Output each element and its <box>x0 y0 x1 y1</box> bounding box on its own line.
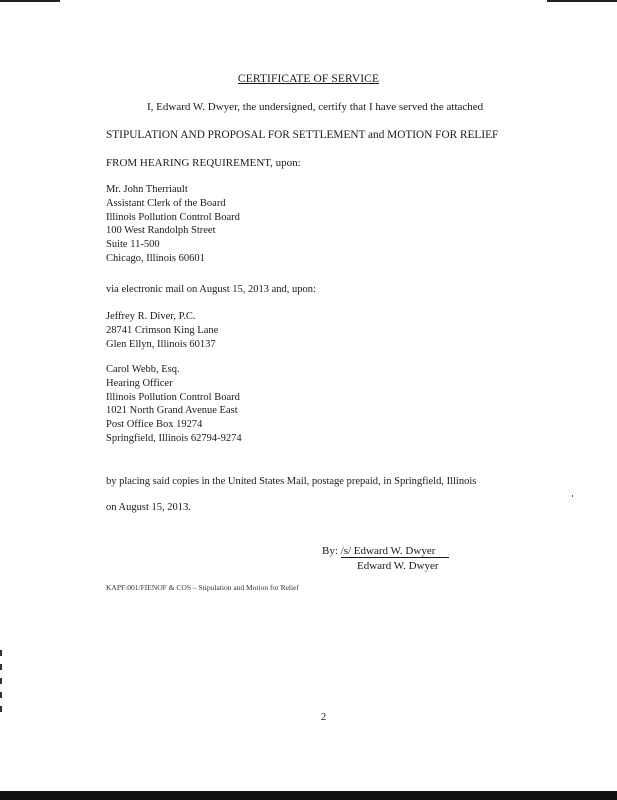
address-line: 100 West Randolph Street <box>106 225 216 237</box>
certification-line: STIPULATION AND PROPOSAL FOR SETTLEMENT and MOTION FOR RELIEF <box>106 129 499 141</box>
address-line: Chicago, Illinois 60601 <box>106 252 205 264</box>
scan-edge-mark <box>0 650 2 720</box>
document-title: CERTIFICATE OF SERVICE <box>237 73 380 85</box>
address-line: 28741 Crimson King Lane <box>106 324 219 336</box>
signature-line <box>322 545 449 558</box>
address-line: Assistant Clerk of the Board <box>106 197 226 209</box>
address-line: 1021 North Grand Avenue East <box>106 405 238 417</box>
address-line: Carol Webb, Esq. <box>106 364 180 375</box>
signature-signed-name <box>341 546 450 558</box>
page-number: 2 <box>320 712 327 723</box>
recipient-address-block <box>106 183 240 266</box>
address-line: Hearing Officer <box>106 377 173 389</box>
service-method-email: via electronic mail on August 15, 2013 and, upon: <box>106 284 316 295</box>
service-date: on August 15, 2013. <box>106 502 191 513</box>
signature-printed-name: Edward W. Dwyer <box>357 560 439 572</box>
address-line: Springfield, Illinois 62794-9274 <box>106 432 242 444</box>
address-line: Post Office Box 19274 <box>106 419 203 431</box>
scan-edge-mark <box>0 0 60 2</box>
recipient-address-block <box>106 363 242 446</box>
address-line: Illinois Pollution Control Board <box>106 391 240 403</box>
service-method-mail: by placing said copies in the United States Mail, postage prepaid, in Springfield, Illinois <box>106 476 477 487</box>
signature-by-label: By: <box>322 545 338 557</box>
footer-reference: KAPF:001/FIENOF & COS – Stipulation and Motion for Relief <box>106 583 299 592</box>
address-line: Mr. John Therriault <box>106 184 188 195</box>
recipient-address-block <box>106 310 218 351</box>
scan-speck <box>572 495 573 497</box>
certification-line: I, Edward W. Dwyer, the undersigned, certify that I have served the attached <box>147 101 484 113</box>
address-line: Illinois Pollution Control Board <box>106 211 240 223</box>
scan-edge-mark <box>547 0 617 2</box>
scan-edge-mark <box>0 791 617 800</box>
signed-name-text: /s/ Edward W. Dwyer <box>340 545 436 557</box>
address-line: Jeffrey R. Diver, P.C. <box>106 311 196 322</box>
address-line: Glen Ellyn, Illinois 60137 <box>106 338 216 350</box>
certification-line: FROM HEARING REQUIREMENT, upon: <box>106 157 301 169</box>
address-line: Suite 11-500 <box>106 239 160 251</box>
